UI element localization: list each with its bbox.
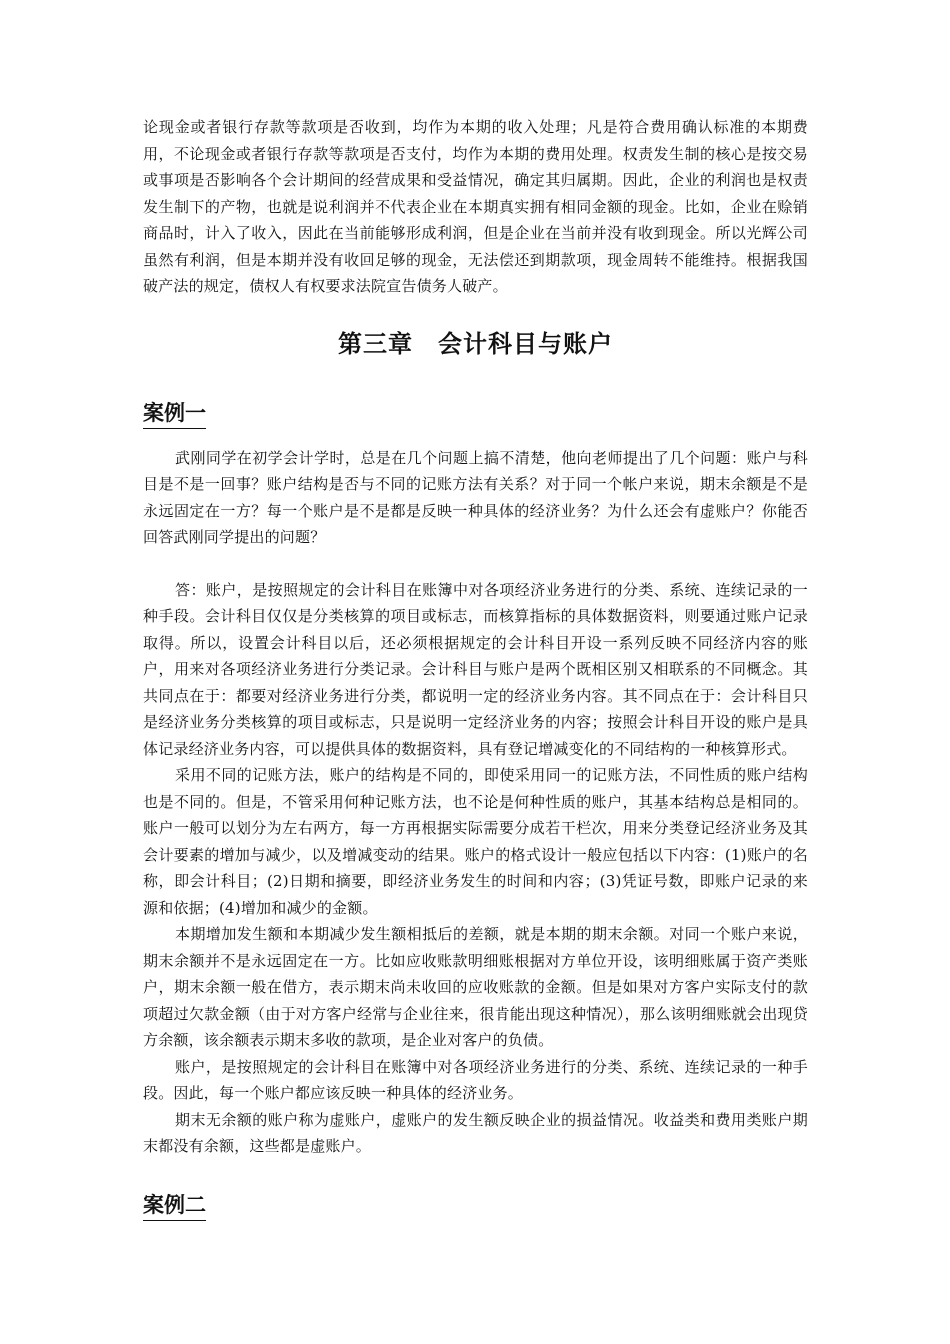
case-2-heading: 案例二 — [143, 1190, 206, 1221]
case-1-answer-paragraph: 账户，是按照规定的会计科目在账簿中对各项经济业务进行的分类、系统、连续记录的一种手段。因此，每一个账户都应该反映一种具体的经济业务。 — [143, 1057, 808, 1102]
intro-paragraph: 论现金或者银行存款等款项是否收到，均作为本期的收入处理；凡是符合费用确认标准的本期费用，不论现金或者银行存款等款项是否支付，均作为本期的费用处理。权责发生制的核心是按交易或事项是否影响各个会计期间的经营成果和受益情况，确定其归属期。因此，企业的利润也是权责发生制下的产物，也就是说利润并不代表企业在本期真实拥有相同金额的现金。比如，企业在赊销商品时，计入了收入，因此在当前能够形成利润，但是企业在当前并没有收到现金。所以光辉公司虽然有利润，但是本期并没有收回足够的现金，无法偿还到期款项，现金周转不能维持。根据我国破产法的规定，债权人有权要求法院宣告债务人破产。 — [143, 118, 808, 295]
case-1-question: 武刚同学在初学会计学时，总是在几个问题上搞不清楚，他向老师提出了几个问题：账户与科目是不是一回事？账户结构是否与不同的记账方法有关系？对于同一个帐户来说，期末余额是不是永远固定在一方？每一个账户是不是都是反映一种具体的经济业务？为什么还会有虚账户？你能否回答武刚同学提出的问题？ — [143, 448, 808, 546]
case-1-heading-wrap — [143, 398, 808, 429]
case-1-answer-paragraph: 采用不同的记账方法，账户的结构是不同的，即使采用同一的记账方法，不同性质的账户结构也是不同的。但是，不管采用何种记账方法，也不论是何种性质的账户，其基本结构总是相同的。账户一般可以划分为左右两方，每一方再根据实际需要分成若干栏次，用来分类登记经济业务及其会计要素的增加与减少，以及增减变动的结果。账户的格式设计一般应包括以下内容：(1)账户的名称，即会计科目；(2)日期和摘要，即经济业务发生的时间和内容；(3)凭证号数，即账户记录的来源和依据；(4)增加和减少的金额。 — [143, 766, 808, 917]
document-page — [143, 114, 808, 1221]
blank-line — [143, 551, 808, 577]
case-1-answer-paragraph: 期末无余额的账户称为虚账户，虚账户的发生额反映企业的损益情况。收益类和费用类账户期末都没有余额，这些都是虚账户。 — [143, 1110, 808, 1155]
case-1-answer-paragraph: 本期增加发生额和本期减少发生额相抵后的差额，就是本期的期末余额。对同一个账户来说，期末余额并不是永远固定在一方。比如应收账款明细账根据对方单位开设，该明细账属于资产类账户，期末余额一般在借方，表示期末尚未收回的应收账款的金额。但是如果对方客户实际支付的款项超过欠款金额（由于对方客户经常与企业往来，很肯能出现这种情况），那么该明细账就会出现贷方余额，该余额表示期末多收的款项，是企业对客户的负债。 — [143, 925, 808, 1049]
case-1-answer-paragraph: 答：账户，是按照规定的会计科目在账簿中对各项经济业务进行的分类、系统、连续记录的一种手段。会计科目仅仅是分类核算的项目或标志，而核算指标的具体数据资料，则要通过账户记录取得。所以，设置会计科目以后，还必须根据规定的会计科目开设一系列反映不同经济内容的账户，用来对各项经济业务进行分类记录。会计科目与账户是两个既相区别又相联系的不同概念。其共同点在于：都要对经济业务进行分类，都说明一定的经济业务内容。其不同点在于：会计科目只是经济业务分类核算的项目或标志，只是说明一定经济业务的内容；按照会计科目开设的账户是具体记录经济业务内容，可以提供具体的数据资料，具有登记增减变化的不同结构的一种核算形式。 — [143, 580, 808, 758]
chapter-title: 第三章 会计科目与账户 — [338, 328, 613, 358]
case-2-heading-wrap — [143, 1190, 808, 1221]
case-1-heading: 案例一 — [143, 398, 206, 429]
